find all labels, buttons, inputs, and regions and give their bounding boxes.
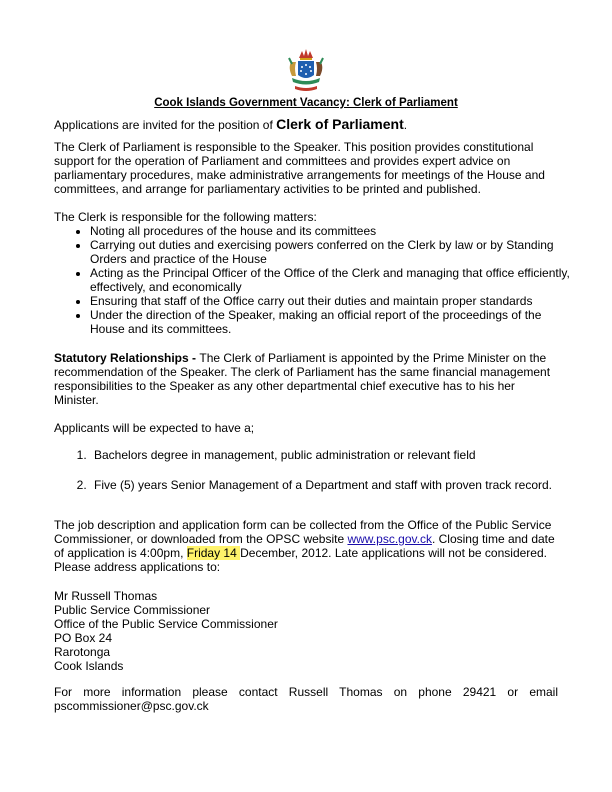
- list-item: • Under the direction of the Speaker, making an official report of the proceedings of the House and its committees.: [90, 308, 576, 336]
- contact-paragraph: For more information please contact Russell Thomas on phone 29421 or email pscommissioner@psc.gov.ck: [54, 685, 558, 713]
- coat-of-arms-icon: [283, 48, 329, 96]
- address-line: Rarotonga: [54, 645, 111, 659]
- closing-date-highlight: Friday 14: [186, 546, 241, 560]
- statutory-paragraph: [54, 351, 558, 407]
- list-item: • Carrying out duties and exercising powers conferred on the Clerk by law or by Standing Orders and practice of the House: [90, 238, 576, 266]
- address-block: [54, 589, 558, 673]
- responsibilities-intro: The Clerk is responsible for the following matters:: [54, 210, 317, 224]
- list-item: 2. Five (5) years Senior Management of a Department and staff with proven track record.: [90, 478, 594, 492]
- list-item: • Noting all procedures of the house and its committees: [90, 224, 576, 238]
- list-item: • Acting as the Principal Officer of the Office of the Clerk and managing that office efficiently, effectively, and economically: [90, 266, 576, 294]
- requirements-list: [54, 448, 594, 508]
- address-line: Cook Islands: [54, 659, 124, 673]
- application-text-2: . Closing time and date of application is 4:00pm,: [54, 532, 555, 560]
- intro-paragraph: [54, 117, 558, 132]
- list-item: • Ensuring that staff of the Office carry out their duties and maintain proper standards: [90, 294, 576, 308]
- application-text-3: December, 2012. Late applications will not be considered. Please address applications to:: [54, 546, 547, 574]
- intro-suffix: .: [403, 118, 408, 132]
- address-line: PO Box 24: [54, 631, 113, 645]
- application-text-1: The job description and application form can be collected from the Office of the Public Service Commissioner, or downloaded from the OPSC website: [54, 518, 552, 546]
- address-line: Mr Russell Thomas: [54, 589, 158, 603]
- application-paragraph: [54, 518, 558, 574]
- role-description: The Clerk of Parliament is responsible to the Speaker. This position provides constitutional support for the operation of Parliament and committees and provides expert advice on parliamentary procedures, make administrative arrangements for meetings of the House and committees, and arrange for parliamentary activities to be printed and published.: [54, 140, 545, 196]
- website-link[interactable]: www.psc.gov.ck: [347, 532, 432, 546]
- address-line: Office of the Public Service Commissioner: [54, 617, 278, 631]
- statutory-text: The Clerk of Parliament is appointed by the Prime Minister on the recommendation of the Speaker. The clerk of Parliament has the same financial management responsibilities to the Speaker as any other departmental chief executive has to his her Minister.: [54, 351, 551, 407]
- responsibilities-list: [72, 224, 576, 336]
- document-title: Cook Islands Government Vacancy: Clerk of Parliament: [154, 97, 458, 109]
- statutory-label: Statutory Relationships -: [54, 351, 200, 365]
- list-item: 1. Bachelors degree in management, public administration or relevant field: [90, 448, 594, 462]
- intro-prefix: Applications are invited for the position of: [54, 118, 277, 132]
- position-name: Clerk of Parliament: [276, 116, 404, 132]
- address-line: Public Service Commissioner: [54, 603, 211, 617]
- requirements-intro: Applicants will be expected to have a;: [54, 421, 255, 435]
